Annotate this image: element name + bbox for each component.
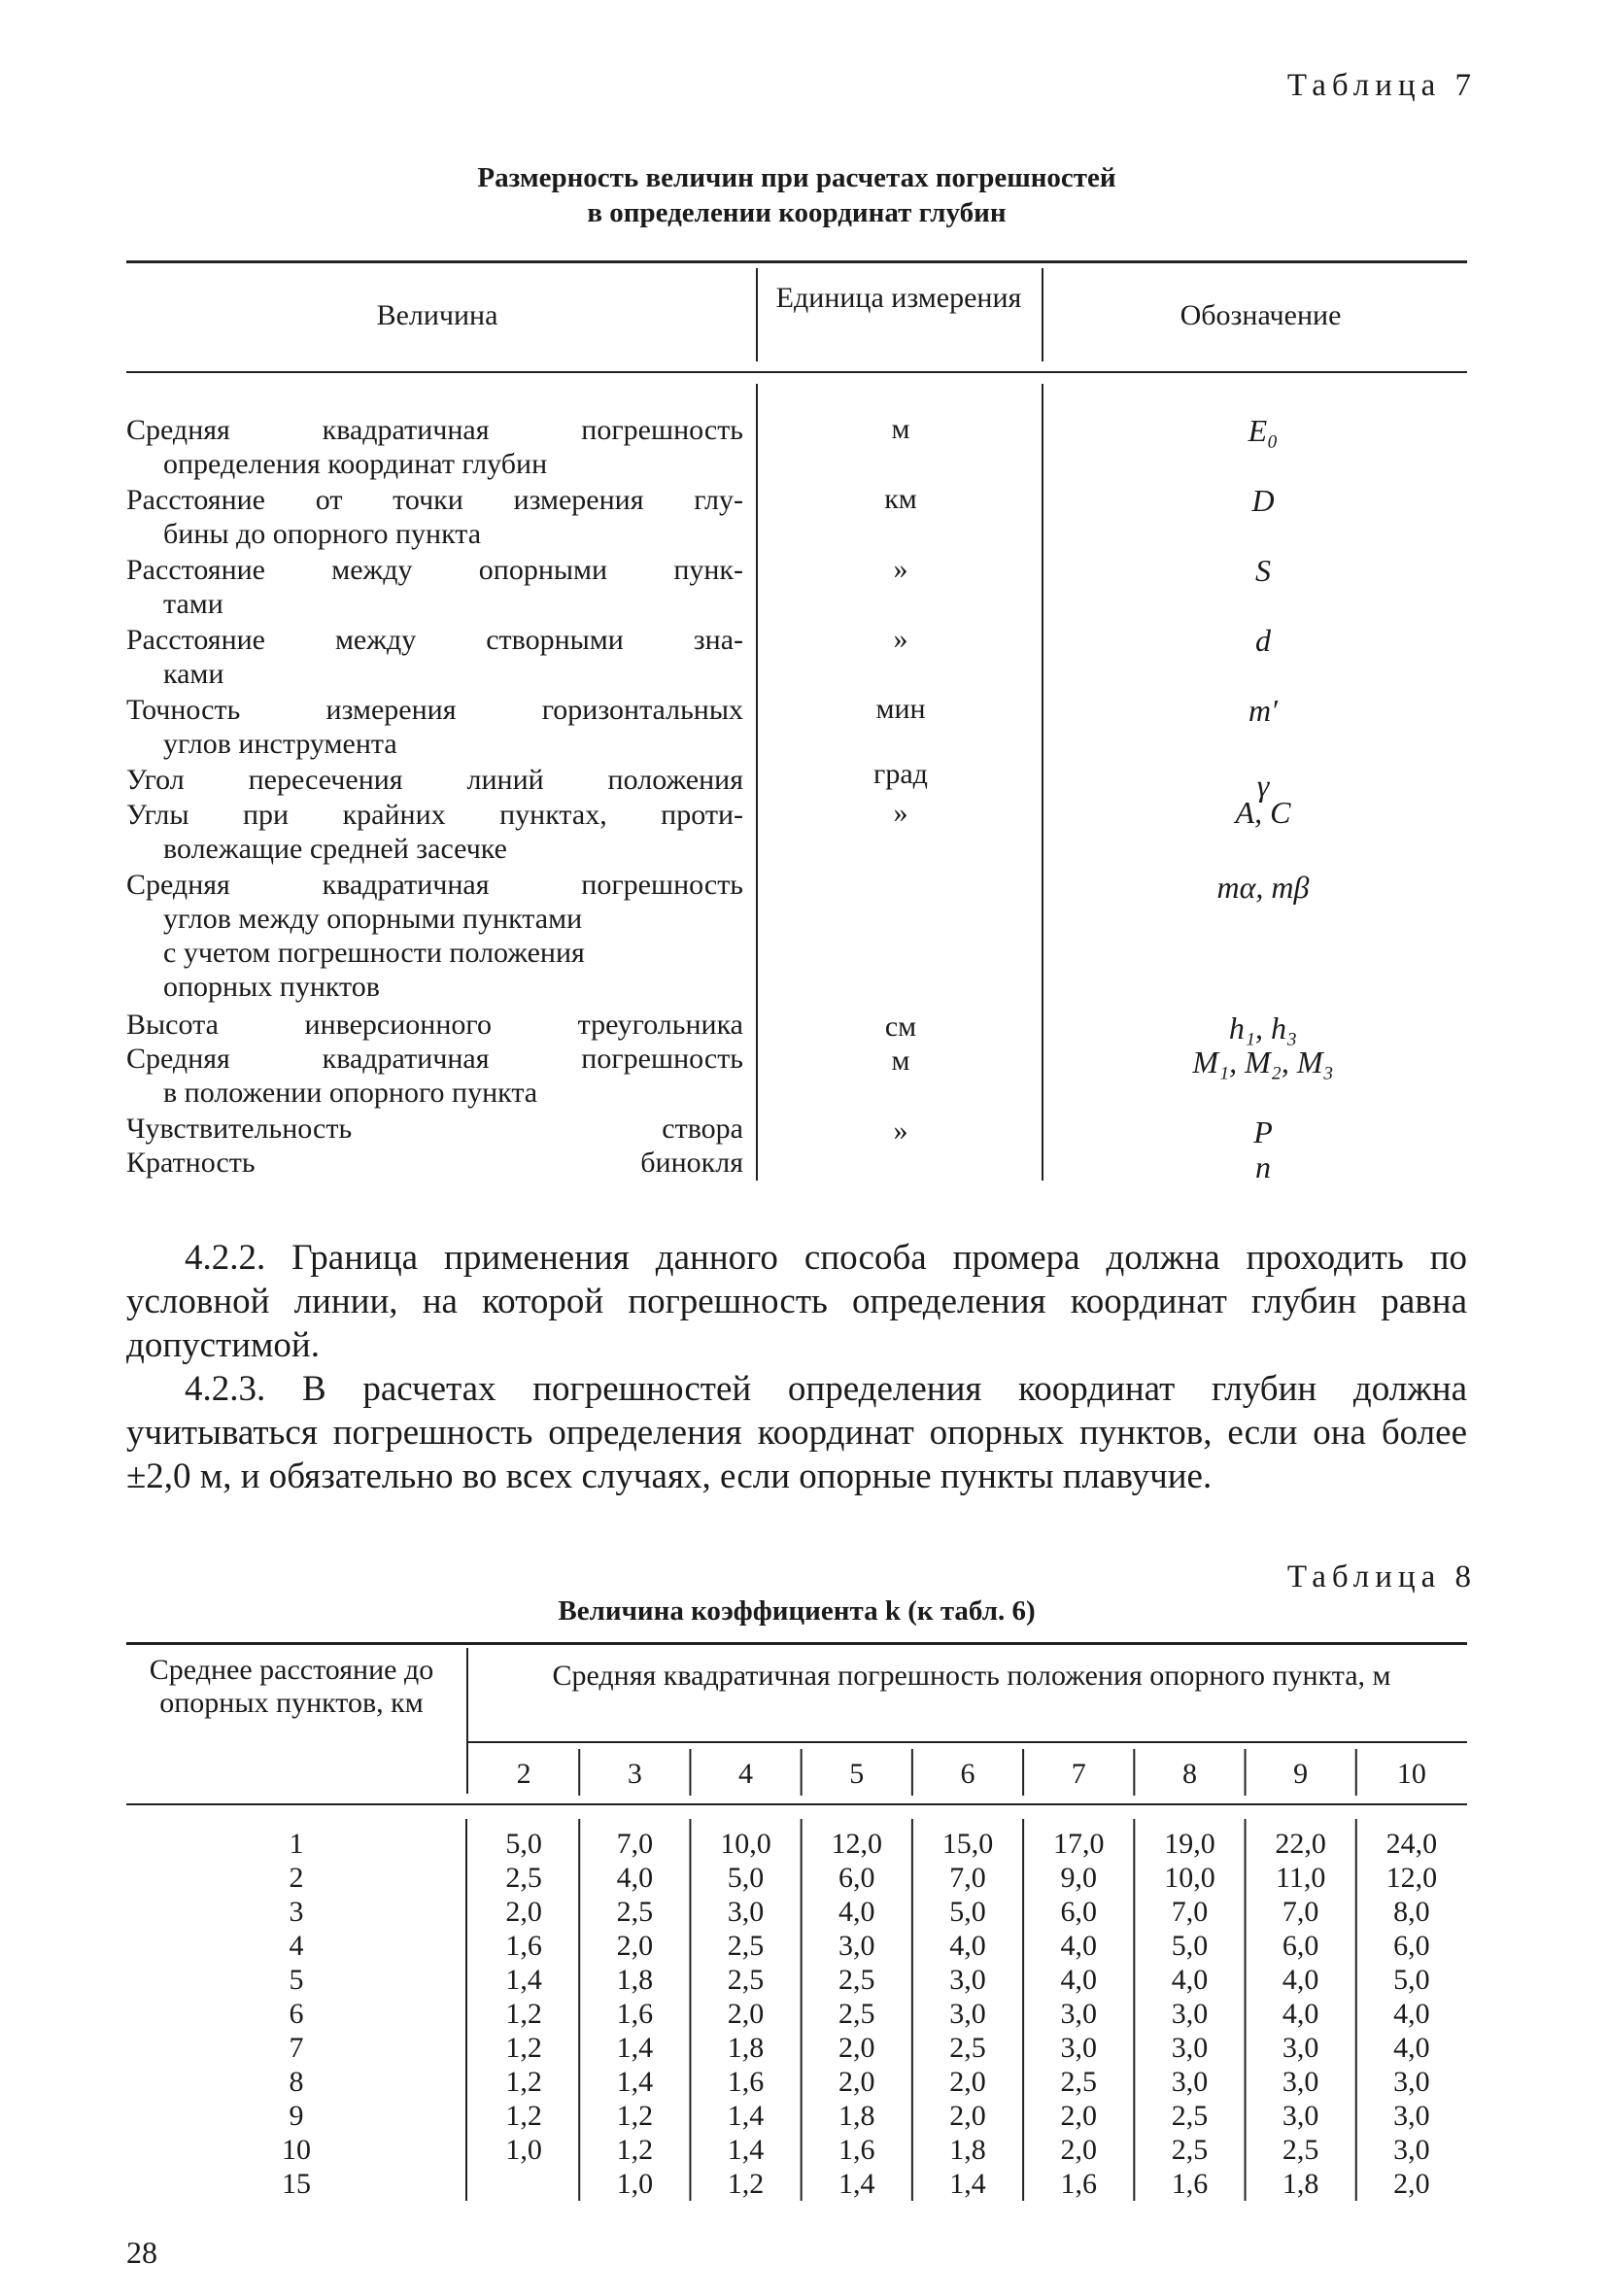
- table8-value-cell: 2,0: [616, 1930, 654, 1962]
- table8-distance-cell: 15: [282, 2168, 311, 2200]
- paragraph-4-2-2: 4.2.2. Граница применения данного способа промера должна проходить по условной линии, на которой погрешность определения координат глубин равна допустимой.: [126, 1238, 1467, 1365]
- table8-value-cell: 2,0: [949, 2066, 986, 2098]
- table7-row-symbol: E₀: [1248, 413, 1279, 448]
- table8-value-cell: 2,5: [505, 1862, 542, 1894]
- table8-value-cell: 1,4: [727, 2100, 765, 2132]
- table8-value-cell: 1,2: [505, 1998, 542, 2030]
- table7-row-name: Углы при крайних пунктах, проти- волежащие средней засечке: [126, 799, 743, 865]
- table8-value-cell: 3,0: [1393, 2100, 1430, 2132]
- table7-row-symbol: P: [1253, 1114, 1273, 1149]
- table7-row-unit: »: [893, 1114, 908, 1147]
- table8-value-cell: 2,5: [1282, 2134, 1319, 2166]
- table8-value-cell: 1,6: [1171, 2168, 1209, 2200]
- table8-value-cell: 1,2: [505, 2032, 542, 2064]
- table8-value-cell: 7,0: [1282, 1896, 1319, 1928]
- table8-value-cell: 19,0: [1164, 1828, 1215, 1860]
- table8-value-cell: 1,8: [838, 2100, 875, 2132]
- table7-row-name: Расстояние между опорными пунк- тами: [126, 554, 743, 620]
- table8-value-cell: 1,8: [1282, 2168, 1319, 2200]
- table7-header-unit: Единица измерения: [775, 282, 1022, 314]
- table7-row-symbol: d: [1255, 623, 1271, 658]
- table8-value-cell: 3,0: [1393, 2134, 1430, 2166]
- table7-row-unit: »: [893, 797, 908, 829]
- table8-value-cell: 2,0: [838, 2032, 875, 2064]
- table8-value-cell: 2,5: [838, 1998, 875, 2030]
- table7-row-name: Расстояние от точки измерения глу- бины до опорного пункта: [126, 484, 743, 550]
- table8-value-cell: 1,4: [505, 1964, 542, 1996]
- table8-value-cell: 22,0: [1275, 1828, 1326, 1860]
- table8-value-cell: 2,0: [727, 1998, 765, 2030]
- table8-distance-cell: 10: [282, 2134, 311, 2166]
- table7-row-symbol: D: [1251, 483, 1275, 518]
- table8-col-header: 9: [1293, 1758, 1309, 1790]
- table8-col-header: 5: [849, 1758, 865, 1790]
- table8-value-cell: 10,0: [720, 1828, 771, 1860]
- table8-value-cell: 10,0: [1164, 1862, 1215, 1894]
- table8-value-cell: 3,0: [1171, 2032, 1209, 2064]
- table8-value-cell: 3,0: [838, 1930, 875, 1962]
- table7-row-unit: мин: [875, 693, 926, 725]
- paragraph-4-2-3: 4.2.3. В расчетах погрешностей определения координат глубин должна учитываться погрешность определения координат опорных пунктов, если она более ±2,0 м, и обязательно во всех случаях, если опорные пункты плавучие.: [126, 1369, 1467, 1496]
- table8-value-cell: 2,5: [616, 1896, 654, 1928]
- table8-value-cell: 7,0: [1171, 1896, 1209, 1928]
- table8-value-cell: 1,2: [616, 2100, 654, 2132]
- table8-value-cell: 7,0: [949, 1862, 986, 1894]
- table7-row-name: Высота инверсионного треугольника: [126, 1009, 743, 1041]
- table8-value-cell: 3,0: [949, 1998, 986, 2030]
- table8-distance-cell: 6: [289, 1998, 304, 2030]
- table8-value-cell: 1,4: [616, 2066, 654, 2098]
- table8-col-header: 10: [1396, 1758, 1426, 1790]
- table8-col-header: 7: [1071, 1758, 1086, 1790]
- table8-distance-cell: 5: [289, 1964, 304, 1996]
- table8-value-cell: 15,0: [941, 1828, 994, 1860]
- table8-value-cell: 9,0: [1060, 1862, 1097, 1894]
- table8-value-cell: 6,0: [838, 1862, 875, 1894]
- table7-row-unit: »: [893, 553, 908, 585]
- table8-distance-cell: 2: [289, 1862, 304, 1894]
- table8-value-cell: 1,0: [505, 2134, 542, 2166]
- table8-value-cell: 1,4: [616, 2032, 654, 2064]
- table8-value-cell: 1,8: [727, 2032, 765, 2064]
- table8-value-cell: 2,0: [838, 2066, 875, 2098]
- table8-value-cell: 6,0: [1060, 1896, 1097, 1928]
- table8-distance-cell: 1: [289, 1828, 304, 1860]
- table8-value-cell: 2,5: [838, 1964, 875, 1996]
- table8-value-cell: 8,0: [1393, 1896, 1430, 1928]
- table8-value-cell: 6,0: [1282, 1930, 1319, 1962]
- table8-value-cell: 6,0: [1393, 1930, 1430, 1962]
- table8-value-cell: 1,4: [949, 2168, 986, 2200]
- table7-row-symbol: A, C: [1235, 795, 1291, 830]
- table8-distance-cell: 9: [289, 2100, 304, 2132]
- table8-value-cell: 1,4: [727, 2134, 765, 2166]
- table8-value-cell: 3,0: [727, 1896, 765, 1928]
- table8-value-cell: 4,0: [1282, 1998, 1319, 2030]
- table8-value-cell: 4,0: [616, 1862, 654, 1894]
- table7-row-symbol: γ: [1256, 768, 1270, 803]
- table8-value-cell: 3,0: [1060, 2032, 1097, 2064]
- table7-title-line1: Размерность величин при расчетах погрешностей: [477, 162, 1116, 193]
- table8-value-cell: 7,0: [616, 1828, 654, 1860]
- table7-row-unit: »: [893, 623, 908, 655]
- table8-value-cell: 1,6: [616, 1998, 654, 2030]
- table8-value-cell: 1,6: [505, 1930, 542, 1962]
- table8-value-cell: 3,0: [1282, 2066, 1319, 2098]
- table7-row-name: Чувствительность створа: [126, 1113, 743, 1145]
- table8-value-cell: 2,5: [1171, 2100, 1209, 2132]
- table8-value-cell: 4,0: [1282, 1964, 1319, 1996]
- table8-value-cell: 4,0: [838, 1896, 875, 1928]
- table8-value-cell: 2,0: [505, 1896, 542, 1928]
- table7-row-symbol: M₁, M₂, M₃: [1192, 1045, 1334, 1079]
- table7-row-symbol: h₁, h₃: [1228, 1011, 1298, 1045]
- table7-row-name: Угол пересечения линий положения: [126, 764, 743, 796]
- table8-value-cell: 1,6: [727, 2066, 765, 2098]
- table7-row-name: Средняя квадратичная погрешность углов между опорными пунктами с учетом погрешности положения опорных пунктов: [126, 869, 743, 1003]
- table8-col-header: 4: [738, 1758, 754, 1790]
- table8-value-cell: 24,0: [1385, 1828, 1438, 1860]
- table8-value-cell: 1,2: [505, 2100, 542, 2132]
- table8-col-header: 3: [627, 1758, 642, 1790]
- table8-value-cell: 5,0: [1393, 1964, 1430, 1996]
- table8-value-cell: 5,0: [727, 1862, 765, 1894]
- table7-row-symbol: mα, mβ: [1216, 870, 1310, 905]
- table8-value-cell: 11,0: [1275, 1862, 1326, 1894]
- table7-row-unit: м: [891, 413, 910, 445]
- table8-value-cell: 12,0: [1385, 1862, 1438, 1894]
- table8-distance-cell: 8: [289, 2066, 304, 2098]
- table7-row-name: Точность измерения горизонтальных углов инструмента: [126, 694, 743, 760]
- table8-value-cell: 2,0: [1060, 2134, 1097, 2166]
- table8-col-group-header: Средняя квадратичная погрешность положения опорного пункта, м: [552, 1660, 1391, 1692]
- table8-value-cell: 5,0: [1171, 1930, 1209, 1962]
- table8-value-cell: 4,0: [1393, 1998, 1430, 2030]
- table7-row-unit: град: [873, 758, 928, 790]
- table8-distance-cell: 4: [289, 1930, 304, 1962]
- table8-value-cell: 2,5: [727, 1964, 765, 1996]
- table8-title: Величина коэффициента k (к табл. 6): [558, 1595, 1036, 1627]
- table8-value-cell: 3,0: [1060, 1998, 1097, 2030]
- table7-row-symbol: m′: [1248, 693, 1279, 728]
- table7-row-unit: см: [884, 1011, 917, 1043]
- table8-value-cell: 4,0: [1060, 1964, 1097, 1996]
- table8-label: Таблица 8: [1286, 1559, 1477, 1594]
- table8-value-cell: 2,5: [727, 1930, 765, 1962]
- table8-value-cell: 17,0: [1052, 1828, 1105, 1860]
- table8-value-cell: 2,0: [1060, 2100, 1097, 2132]
- table8-row-header: Среднее расстояние до опорных пунктов, км: [149, 1654, 434, 1719]
- table7-row-name: Средняя квадратичная погрешность определения координат глубин: [126, 414, 743, 480]
- table8-value-cell: 12,0: [831, 1828, 883, 1860]
- table8-value-cell: 1,6: [1060, 2168, 1097, 2200]
- table8-value-cell: 4,0: [1171, 1964, 1209, 1996]
- table8-value-cell: 2,0: [1393, 2168, 1430, 2200]
- table8-value-cell: 1,8: [616, 1964, 654, 1996]
- table8-value-cell: 3,0: [1282, 2032, 1319, 2064]
- table8-value-cell: 1,2: [727, 2168, 765, 2200]
- table7-row-unit: м: [891, 1045, 910, 1077]
- table7-row-symbol: S: [1255, 553, 1271, 588]
- table8-value-cell: 2,5: [949, 2032, 986, 2064]
- table7-row-unit: км: [884, 483, 917, 515]
- table8-value-cell: 5,0: [505, 1828, 542, 1860]
- table8-value-cell: 5,0: [949, 1896, 986, 1928]
- table8-value-cell: 3,0: [949, 1964, 986, 1996]
- table8-distance-cell: 3: [289, 1896, 304, 1928]
- table7-row-symbol: n: [1255, 1149, 1271, 1184]
- table8-value-cell: 3,0: [1171, 1998, 1209, 2030]
- table8-value-cell: 4,0: [1060, 1930, 1097, 1962]
- table8-value-cell: 1,4: [838, 2168, 875, 2200]
- table7-header-symbol: Обозначение: [1180, 299, 1342, 331]
- table8-distance-cell: 7: [289, 2032, 304, 2064]
- page-number: 28: [126, 2235, 157, 2270]
- table8-value-cell: 2,5: [1171, 2134, 1209, 2166]
- table8-col-header: 6: [960, 1758, 975, 1790]
- table7-row-name: Расстояние между створными зна- ками: [126, 624, 743, 690]
- table7-label: Таблица 7: [1286, 68, 1477, 103]
- table8-col-header: 8: [1181, 1758, 1197, 1790]
- table7-row-name: Средняя квадратичная погрешность в положении опорного пункта: [126, 1043, 743, 1109]
- table8-value-cell: 1,8: [949, 2134, 986, 2166]
- table8-value-cell: 2,5: [1060, 2066, 1097, 2098]
- table8-value-cell: 3,0: [1282, 2100, 1319, 2132]
- table7-title-line2: в определении координат глубин: [587, 197, 1007, 228]
- table8-value-cell: 4,0: [1393, 2032, 1430, 2064]
- table7-row-name: Кратность бинокля: [126, 1147, 743, 1179]
- table8-value-cell: 1,2: [616, 2134, 654, 2166]
- table7-header-quantity: Величина: [376, 299, 498, 331]
- table8-value-cell: 1,6: [838, 2134, 875, 2166]
- table8-value-cell: 3,0: [1393, 2066, 1430, 2098]
- table8-value-cell: 1,2: [505, 2066, 542, 2098]
- table8-col-header: 2: [516, 1758, 531, 1790]
- table8-value-cell: 4,0: [949, 1930, 986, 1962]
- table8-value-cell: 2,0: [949, 2100, 986, 2132]
- table8-value-cell: 1,0: [616, 2168, 654, 2200]
- table8-value-cell: 3,0: [1171, 2066, 1209, 2098]
